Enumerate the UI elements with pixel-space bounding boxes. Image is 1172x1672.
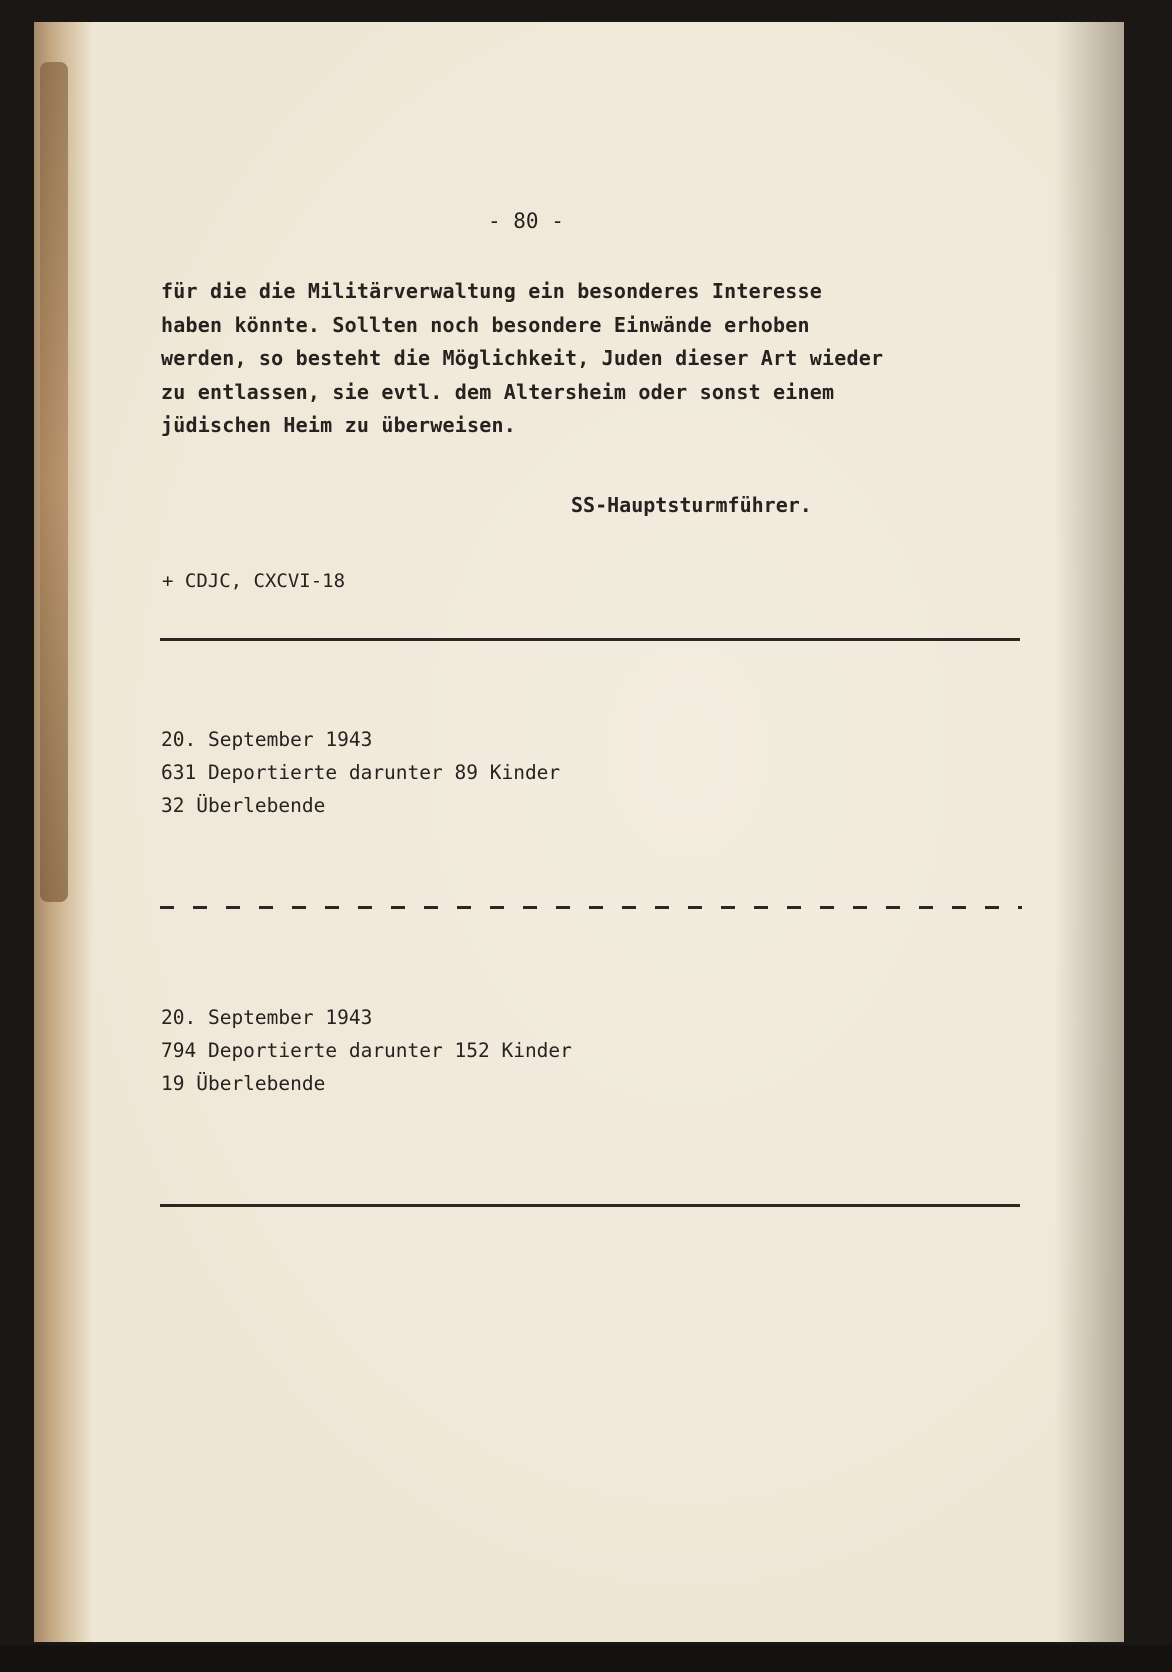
body-paragraph [161,275,883,443]
entry-deported: 794 Deportierte darunter 152 Kinder [161,1039,572,1062]
entry-deported: 631 Deportierte darunter 89 Kinder [161,761,561,784]
source-reference: + CDJC, CXCVI-18 [162,570,346,592]
deportation-entry-1 [161,723,560,822]
dashed-divider [160,906,1022,909]
document-page [34,22,1124,1642]
body-line: zu entlassen, sie evtl. dem Altersheim oder sonst einem [161,379,835,404]
body-line: jüdischen Heim zu überweisen. [161,413,516,437]
solid-divider [160,1204,1020,1207]
body-line: für die die Militärverwaltung ein besonderes Interesse [161,279,823,303]
scan-border [0,1645,1172,1672]
page-number: - 80 - [488,209,564,233]
entry-date: 20. September 1943 [161,1006,373,1029]
solid-divider [160,638,1020,641]
page-gutter-shadow [1054,22,1124,1642]
entry-survivors: 32 Überlebende [161,794,326,817]
body-line: haben könnte. Sollten noch besondere Einwände erhoben [161,312,810,337]
deportation-entry-2 [161,1001,572,1100]
entry-date: 20. September 1943 [161,728,373,751]
signature-title: SS-Hauptsturmführer. [571,493,812,517]
entry-survivors: 19 Überlebende [161,1072,326,1095]
body-line: werden, so besteht die Möglichkeit, Juden dieser Art wieder [161,346,884,370]
page-edge-damage [40,62,68,902]
